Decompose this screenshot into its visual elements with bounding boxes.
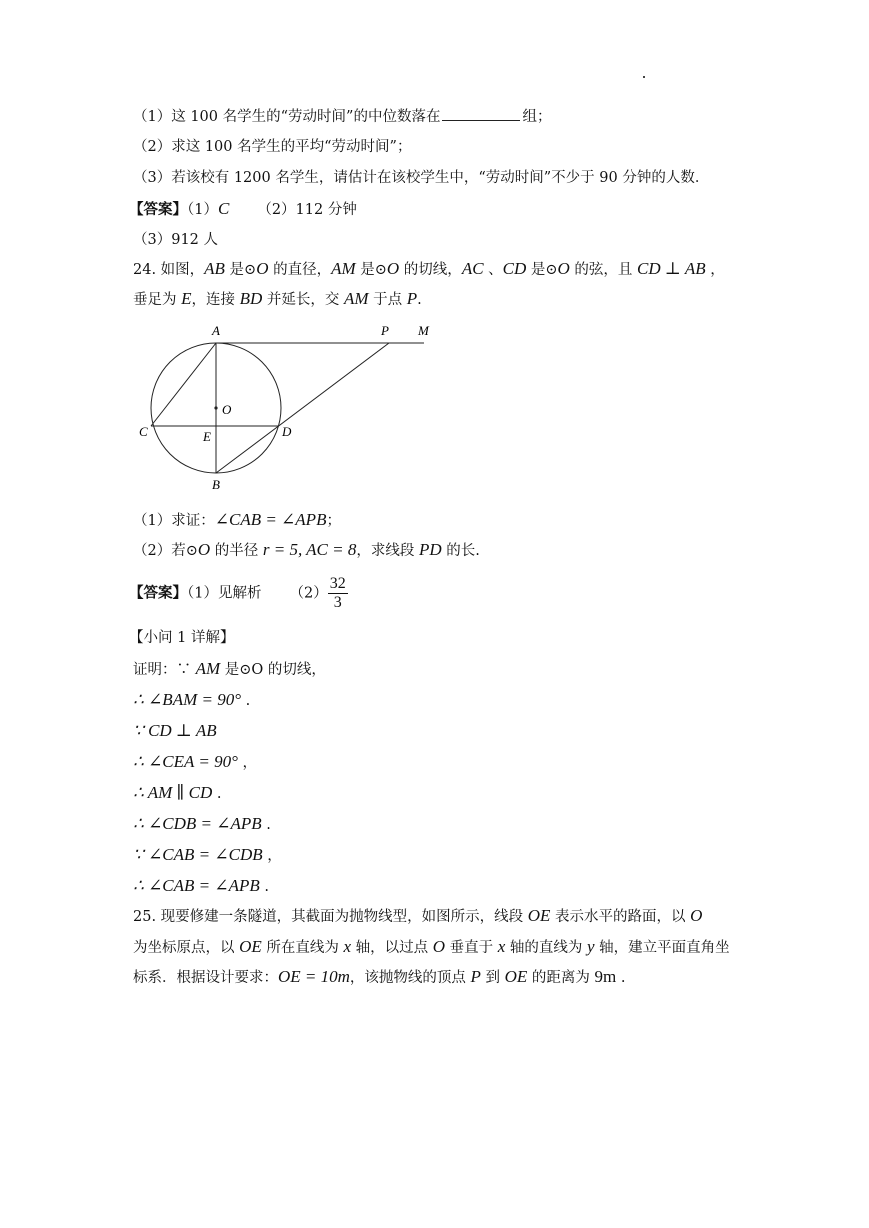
answer-label: 【答案】 xyxy=(129,584,187,602)
q24-detail-title: 【小问 1 详解】 xyxy=(129,630,235,646)
text: ，连接 xyxy=(191,292,240,308)
math: ∴ ∠CAB = ∠APB xyxy=(133,876,260,895)
text: ，求线段 xyxy=(356,543,419,559)
q23-sub2: （2）求这 100 名学生的平均“劳动时间”； xyxy=(133,139,412,155)
math: ∵ CD ⊥ AB xyxy=(133,721,217,740)
math: ∵ ∠CAB = ∠CDB xyxy=(133,845,263,864)
text: 的长. xyxy=(441,543,480,559)
text: 、 xyxy=(483,262,503,278)
answer-2-prefix: （2） xyxy=(289,585,328,602)
math-PD: PD xyxy=(418,540,442,559)
q24-stem-line2 xyxy=(133,289,422,310)
text: 是⊙O 的切线， xyxy=(220,662,326,678)
math-OE: OE xyxy=(239,937,262,956)
fraction-numerator: 32 xyxy=(329,575,346,592)
math: ∴ ∠BAM = 90° xyxy=(133,690,242,709)
math-O: O xyxy=(557,259,570,278)
text: 是⊙ xyxy=(224,262,257,278)
math-AM: AM xyxy=(195,659,221,678)
label-P: P xyxy=(381,323,389,338)
text: 所在直线为 xyxy=(261,940,344,956)
text: 为坐标原点，以 xyxy=(133,940,240,956)
math-P: P xyxy=(406,289,418,308)
fraction-denominator: 3 xyxy=(333,594,342,611)
math-BD: BD xyxy=(239,289,263,308)
text: 的弦，且 xyxy=(569,262,638,278)
text: . xyxy=(241,693,251,709)
math-CD-perp-AB: CD ⊥ AB xyxy=(637,259,706,278)
answer-1: （1）见解析 xyxy=(187,585,262,602)
text: 标系．根据设计要求： xyxy=(133,970,278,986)
text: 于点 xyxy=(368,292,407,308)
math-O: O xyxy=(690,906,703,925)
label-E: E xyxy=(203,429,211,444)
label-M: M xyxy=(418,323,429,338)
math: ∴ ∠CEA = 90° xyxy=(133,752,238,771)
math-AC: AC xyxy=(461,259,484,278)
text: ，该抛物线的顶点 xyxy=(349,970,471,986)
math-x: x xyxy=(343,937,352,956)
circle-tangent-figure xyxy=(137,318,437,493)
text: ， xyxy=(705,262,725,278)
answer-blank xyxy=(442,106,520,121)
q24-stem-line1 xyxy=(133,259,725,280)
label-A: A xyxy=(212,323,220,338)
text: ， xyxy=(262,848,282,864)
math-AB: AB xyxy=(204,259,225,278)
math: ∴ AM ∥ CD xyxy=(133,783,213,802)
fraction-32-over-3 xyxy=(328,575,348,612)
proof-line-8 xyxy=(133,876,269,897)
math-O: O xyxy=(432,937,446,956)
proof-line-3 xyxy=(133,721,217,742)
math-O: O xyxy=(386,259,400,278)
proof-line-6 xyxy=(133,814,271,835)
answer-1-value: C xyxy=(217,199,230,218)
text: 到 xyxy=(480,970,505,986)
math-O: O xyxy=(197,540,211,559)
math-OE: OE xyxy=(527,906,551,925)
text: ， xyxy=(237,755,257,771)
math-AM: AM xyxy=(344,289,369,308)
label-D: D xyxy=(282,424,292,439)
text: 是⊙ xyxy=(526,262,558,278)
proof-line-4 xyxy=(133,752,257,773)
text: 垂足为 xyxy=(133,292,182,308)
math-x: x xyxy=(497,937,506,956)
q24-answer xyxy=(129,575,348,612)
text: 的直径， xyxy=(268,262,332,278)
text: ； xyxy=(326,513,341,529)
answer-2: （2）112 分钟 xyxy=(257,202,357,218)
text: . xyxy=(616,970,626,986)
text: 25. 现要修建一条隧道，其截面为抛物线型，如图所示，线段 xyxy=(133,909,528,925)
q23-sub1-text: （1）这 100 名学生的“劳动时间”的中位数落在 xyxy=(133,109,441,125)
q23-sub1-tail: 组； xyxy=(522,109,552,125)
q25-line-3 xyxy=(133,967,625,988)
text: （1）求证： xyxy=(133,513,215,529)
proof-line-2 xyxy=(133,690,250,711)
label-B: B xyxy=(212,477,220,492)
chord-AC xyxy=(151,343,216,426)
text: 是⊙ xyxy=(355,262,387,278)
label-O: O xyxy=(222,402,232,417)
q25-line-1 xyxy=(133,906,702,927)
q24-number: 24. 如图， xyxy=(133,262,205,278)
math-P: P xyxy=(470,967,481,986)
math-OE: OE xyxy=(504,967,528,986)
answer-label: 【答案】 xyxy=(129,201,187,218)
proof-line-1 xyxy=(133,659,326,680)
text: 的半径 xyxy=(210,543,263,559)
math-distance: 9m xyxy=(594,967,617,986)
math-given-values: r = 5, AC = 8 xyxy=(262,540,357,559)
text: （2）若⊙ xyxy=(133,543,198,559)
label-C: C xyxy=(139,424,148,439)
line-BP xyxy=(216,343,389,473)
proof-line-7 xyxy=(133,845,282,866)
text: . xyxy=(212,786,222,802)
q24-sub1 xyxy=(133,510,341,531)
center-point-O xyxy=(214,406,217,409)
math-CD: CD xyxy=(502,259,527,278)
text: . xyxy=(259,879,270,895)
math-angle-equality: ∠CAB = ∠APB xyxy=(214,510,327,529)
text: 垂直于 xyxy=(445,940,498,956)
q23-answer-3: （3）912 人 xyxy=(133,232,219,248)
text: 轴，以过点 xyxy=(351,940,433,956)
proof-line-5 xyxy=(133,783,222,804)
math-OE-length: OE = 10m xyxy=(278,967,350,986)
q23-answer xyxy=(129,199,357,220)
text: 轴的直线为 xyxy=(505,940,588,956)
text: . xyxy=(261,817,271,833)
q25-line-2 xyxy=(133,937,730,958)
page-dot xyxy=(643,76,645,78)
q24-sub2 xyxy=(133,540,480,561)
text: 表示水平的路面，以 xyxy=(550,909,691,925)
text: 轴，建立平面直角坐 xyxy=(594,940,730,956)
text: 证明：∵ xyxy=(133,662,196,678)
text: . xyxy=(417,292,422,308)
math-y: y xyxy=(587,937,595,956)
math: ∴ ∠CDB = ∠APB xyxy=(133,814,262,833)
math-E: E xyxy=(181,289,192,308)
q23-sub3: （3）若该校有 1200 名学生，请估计在该校学生中，“劳动时间”不少于 90 分钟的人数． xyxy=(133,170,710,186)
math-O: O xyxy=(256,259,269,278)
answer-1-prefix: （1） xyxy=(187,202,218,218)
text: 并延长，交 xyxy=(262,292,344,308)
math-AM: AM xyxy=(331,259,356,278)
text: 的切线， xyxy=(399,262,462,278)
text: 的距离为 xyxy=(527,970,595,986)
q23-sub1 xyxy=(133,106,551,127)
